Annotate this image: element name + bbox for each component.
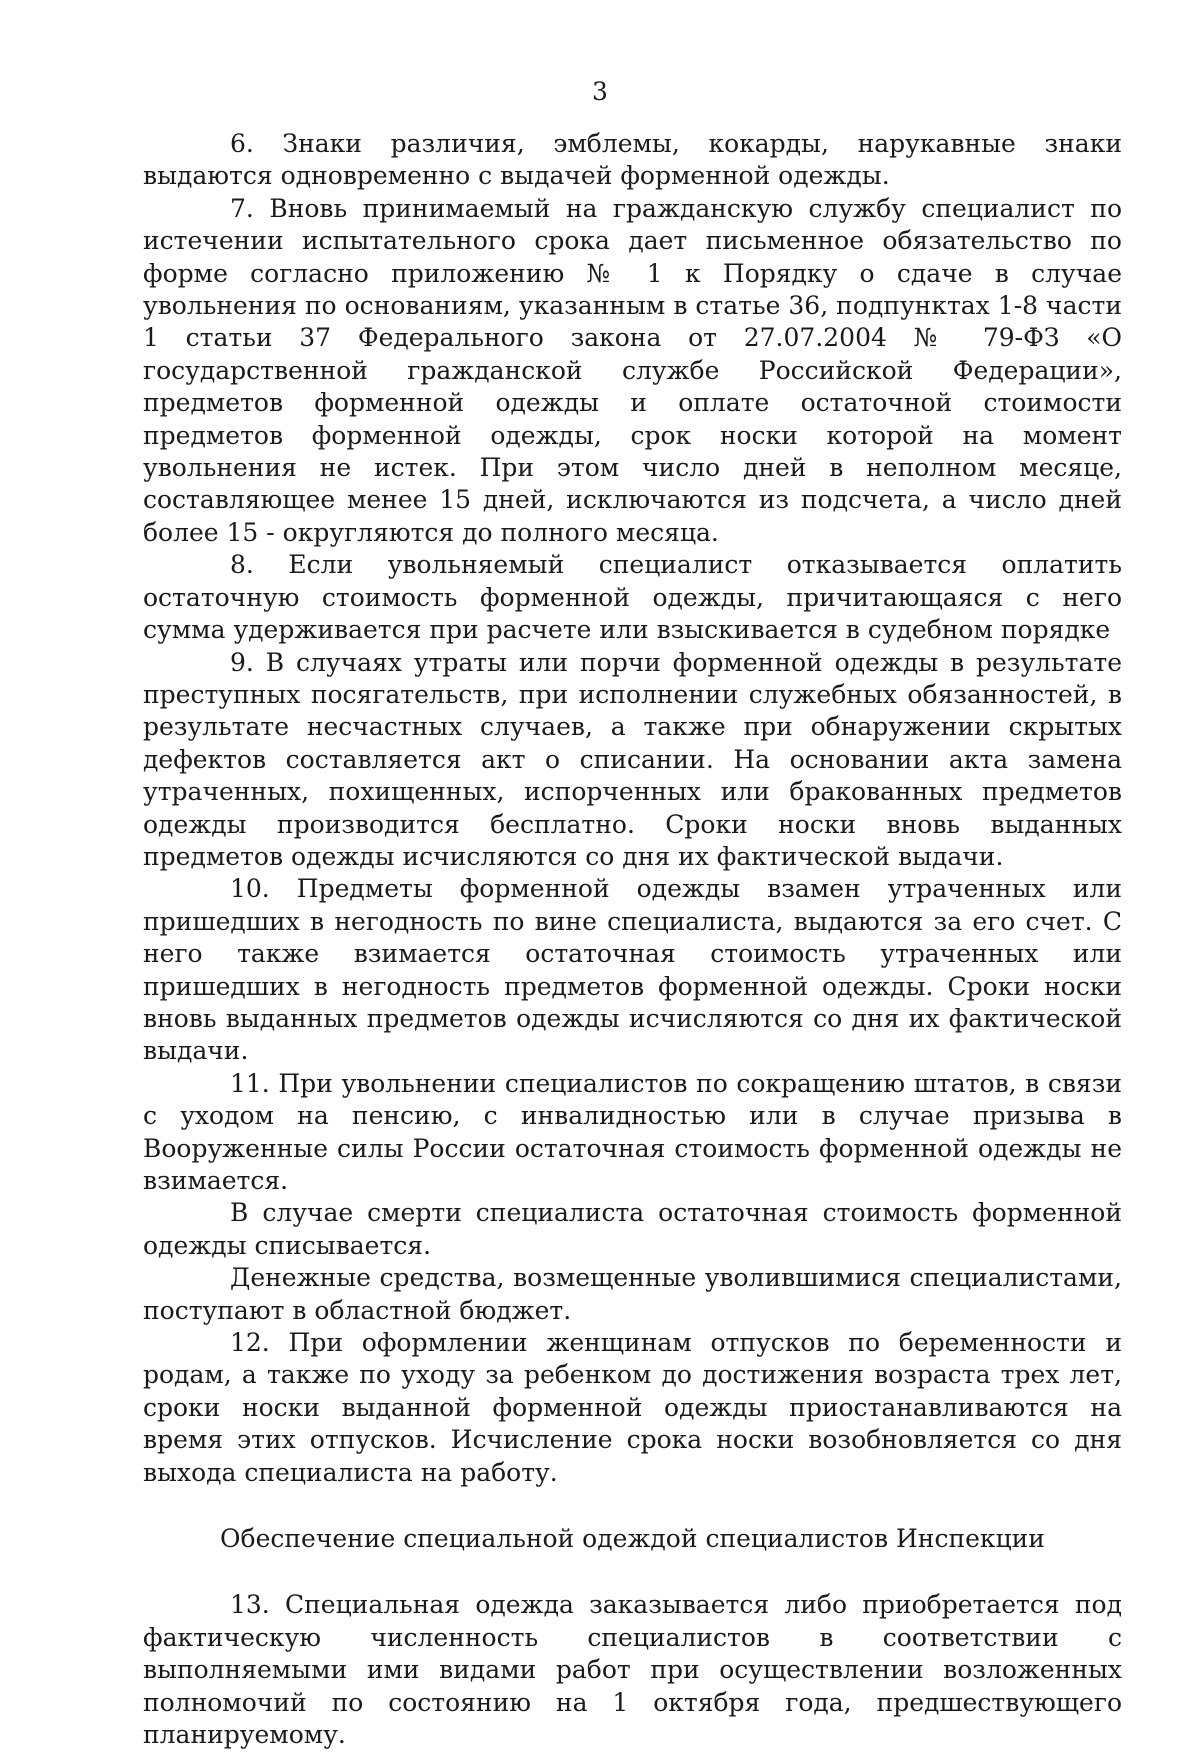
paragraph-11: 11. При увольнении специалистов по сокращению штатов, в связи с уходом на пенсию, с инвалидностью или в случае призыва в Вооруженные силы России остаточная стоимость форменной одежды не взимается. [143,1068,1122,1195]
paragraph-13: 13. Специальная одежда заказывается либо приобретается под фактическую численность специалистов в соответствии с выполняемыми ими видами работ при осуществлении возложенных полномочий по состоянию на 1 октября года, предшествующего планируемому. [143,1590,1122,1750]
paragraph-6: 6. Знаки различия, эмблемы, кокарды, нарукавные знаки выдаются одновременно с выдачей форменной одежды. [143,129,1122,191]
paragraph-10: 10. Предметы форменной одежды взамен утраченных или пришедших в негодность по вине специалиста, выдаются за его счет. С него также взимается остаточная стоимость утраченных или пришедших в негодность предметов форменной одежды. Сроки носки вновь выданных предметов одежды исчисляются со дня их фактической выдачи. [143,874,1122,1066]
page-number: 3 [592,77,608,106]
document-body [143,128,1122,1752]
paragraph-11-death: В случае смерти специалиста остаточная стоимость форменной одежды списывается. [143,1198,1122,1260]
section-heading: Обеспечение специальной одеждой специалистов Инспекции [220,1524,1045,1554]
paragraph-7: 7. Вновь принимаемый на гражданскую службу специалист по истечении испытательного срока дает письменное обязательство по форме согласно приложению № 1 к Порядку о сдаче в случае увольнения по основаниям, указанным в статье 36, подпунктах 1-8 части 1 статьи 37 Федерального закона от 27.07.2004 № 79-ФЗ «О государственной гражданской службе Российской Федерации», предметов форменной одежды и оплате остаточной стоимости предметов форменной одежды, срок носки которой на момент увольнения не истек. При этом число дней в неполном месяце, составляющее менее 15 дней, исключаются из подсчета, а число дней более 15 - округляются до полного месяца. [143,193,1122,547]
paragraph-9: 9. В случаях утраты или порчи форменной одежды в результате преступных посягательств, при исполнении служебных обязанностей, в результате несчастных случаев, а также при обнаружении скрытых дефектов составляется акт о списании. На основании акта замена утраченных, похищенных, испорченных или бракованных предметов одежды производится бесплатно. Сроки носки вновь выданных предметов одежды исчисляются со дня их фактической выдачи. [143,647,1122,871]
paragraph-12: 12. При оформлении женщинам отпусков по беременности и родам, а также по уходу за ребенком до достижения возраста трех лет, сроки носки выданной форменной одежды приостанавливаются на время этих отпусков. Исчисление срока носки возобновляется со дня выхода специалиста на работу. [143,1328,1122,1487]
paragraph-11-funds: Денежные средства, возмещенные уволившимися специалистами, поступают в областной бюджет. [143,1263,1122,1325]
paragraph-8: 8. Если увольняемый специалист отказывается оплатить остаточную стоимость форменной одежды, причитающаяся с него сумма удерживается при расчете или взыскивается в судебном порядке [143,550,1122,645]
